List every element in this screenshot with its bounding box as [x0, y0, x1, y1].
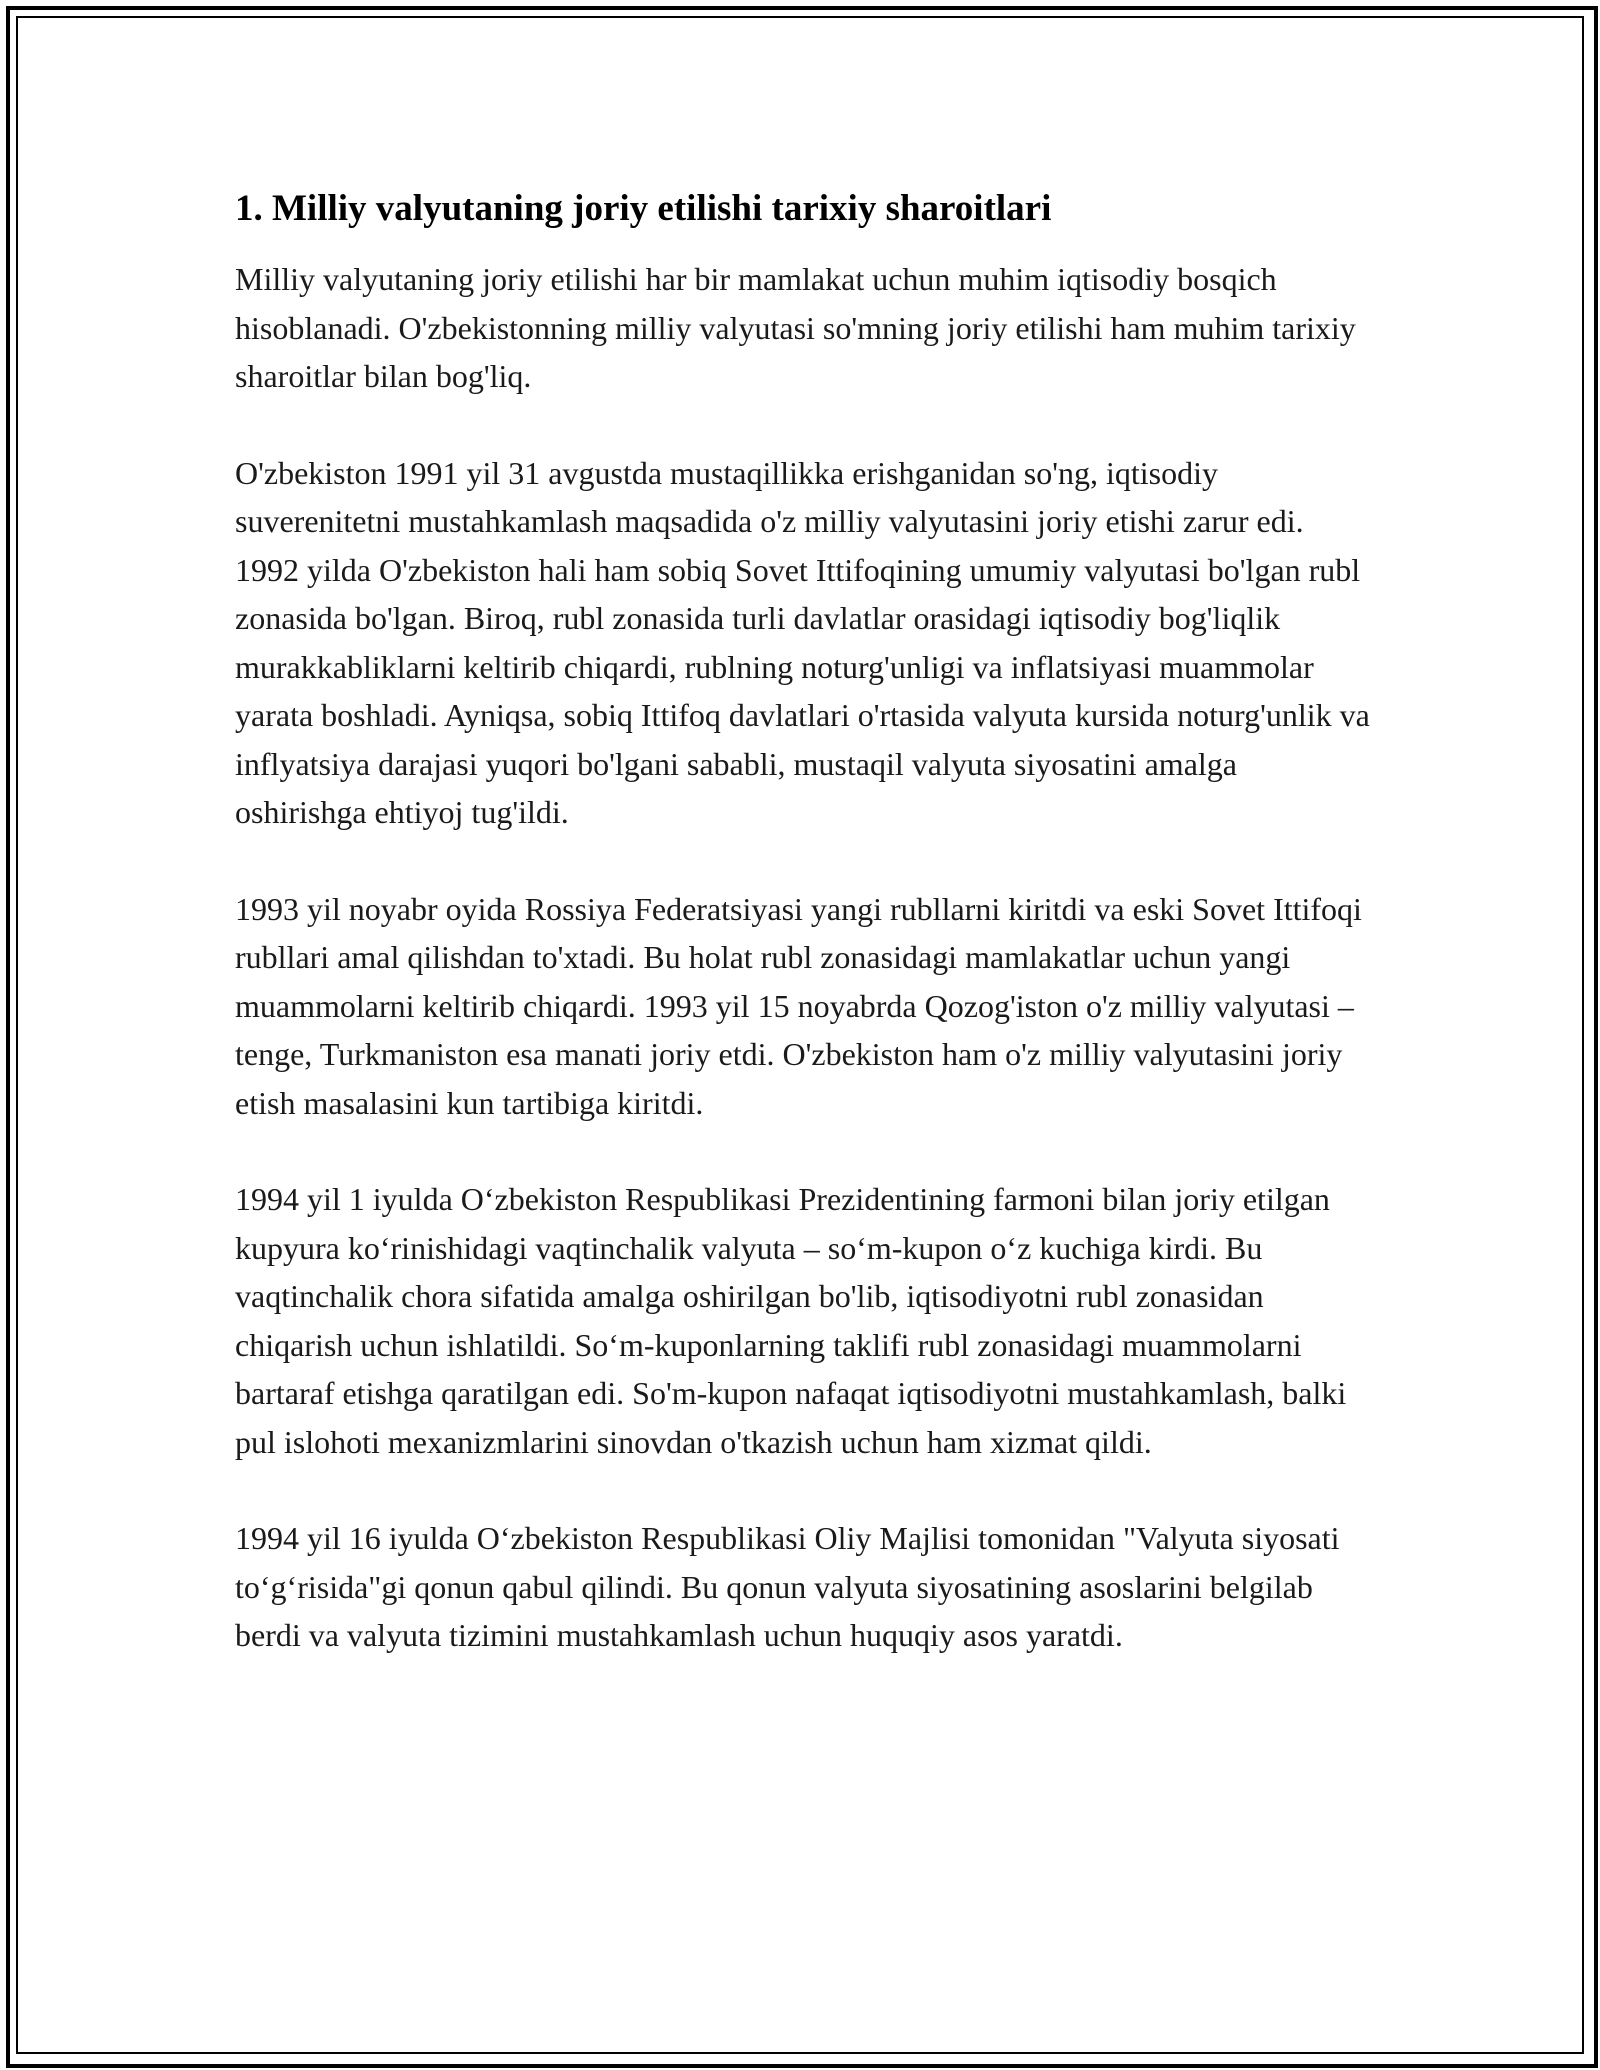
document-body	[235, 185, 1375, 1708]
paragraph-1993-events: 1993 yil noyabr oyida Rossiya Federatsiyasi yangi rubllarni kiritdi va eski Sovet Ittifoqi rubllari amal qilishdan to'xtadi. Bu holat rubl zonasidagi mamlakatlar uchun yangi muammolarni keltirib chiqardi. 1993 yil 15 noyabrda Qozog'iston o'z milliy valyutasi – tenge, Turkmaniston esa manati joriy etdi. O'zbekiston ham o'z milliy valyutasini joriy etish masalasini kun tartibiga kiritdi.	[235, 890, 1362, 1121]
paragraph-introduction: Milliy valyutaning joriy etilishi har bir mamlakat uchun muhim iqtisodiy bosqich hisoblanadi. O'zbekistonning milliy valyutasi so'mning joriy etilishi ham muhim tarixiy sharoitlar bilan bog'liq.	[235, 261, 1356, 394]
paragraph-som-kupon: 1994 yil 1 iyulda O‘zbekiston Respublikasi Prezidentining farmoni bilan joriy etilgan kupyura ko‘rinishidagi vaqtinchalik valyuta – so‘m-kupon o‘z kuchiga kirdi. Bu vaqtinchalik chora sifatida amalga oshirilgan bo'lib, iqtisodiyotni rubl zonasidan chiqarish uchun ishlatildi. So‘m-kuponlarning taklifi rubl zonasidagi muammolarni bartaraf etishga qaratilgan edi. So'm-kupon nafaqat iqtisodiyotni mustahkamlash, balki pul islohoti mexanizmlarini sinovdan o'tkazish uchun ham xizmat qildi.	[235, 1181, 1347, 1460]
paragraph-independence: O'zbekiston 1991 yil 31 avgustda mustaqillikka erishganidan so'ng, iqtisodiy suverenitetni mustahkamlash maqsadida o'z milliy valyutasini joriy etishi zarur edi. 1992 yilda O'zbekiston hali ham sobiq Sovet Ittifoqining umumiy valyutasi bo'lgan rubl zonasida bo'lgan. Biroq, rubl zonasida turli davlatlar orasidagi iqtisodiy bog'liqlik murakkabliklarni keltirib chiqardi, rublning noturg'unligi va inflatsiyasi muammolar yarata boshladi. Ayniqsa, sobiq Ittifoq davlatlari o'rtasida valyuta kursida noturg'unlik va inflyatsiya darajasi yuqori bo'lgani sababli, mustaqil valyuta siyosatini amalga oshirishga ehtiyoj tug'ildi.	[235, 454, 1370, 830]
paragraph-currency-law: 1994 yil 16 iyulda O‘zbekiston Respublikasi Oliy Majlisi tomonidan "Valyuta siyosati to‘g‘risida"gi qonun qabul qilindi. Bu qonun valyuta siyosatining asoslarini belgilab berdi va valyuta tizimini mustahkamlash uchun huquqiy asos yaratdi.	[235, 1520, 1340, 1653]
page-title: 1. Milliy valyutaning joriy etilishi tarixiy sharoitlari	[235, 188, 1052, 229]
